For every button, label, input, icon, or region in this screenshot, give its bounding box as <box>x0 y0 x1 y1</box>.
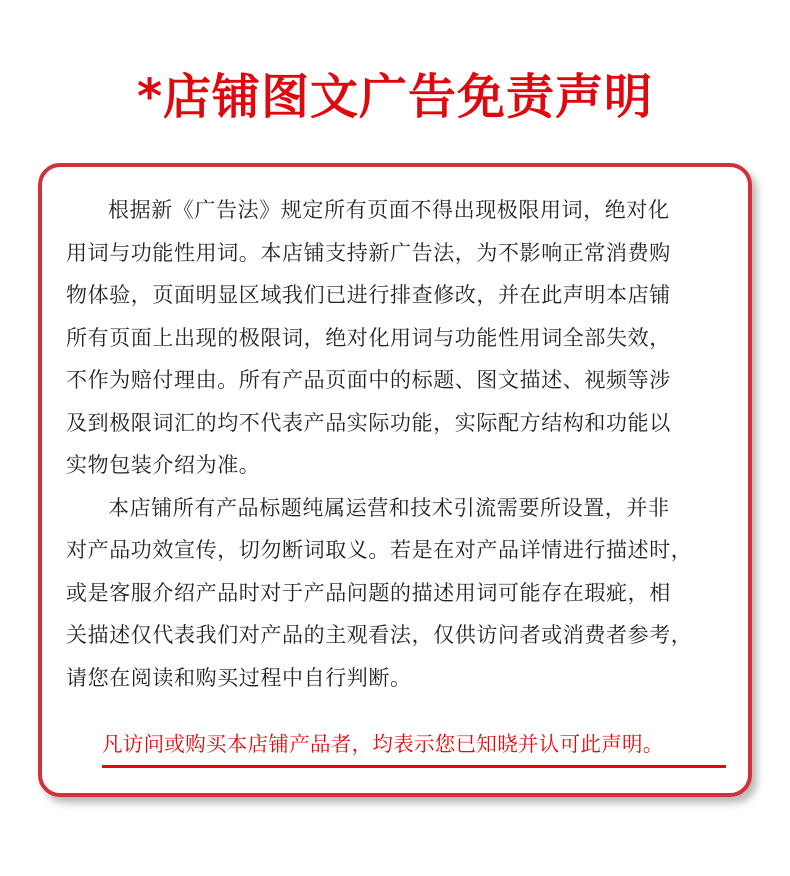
text-line: 关描述仅代表我们对产品的主观看法，仅供访问者或消费者参考， <box>66 623 693 647</box>
text-line: 及到极限词汇的均不代表产品实际功能，实际配方结构和功能以 <box>66 410 671 435</box>
paragraph-1 <box>66 189 732 487</box>
text-line: 物体验，页面明显区域我们已进行排查修改，并在此声明本店铺 <box>66 283 671 307</box>
text-line: 本店铺所有产品标题纯属运营和技术引流需要所设置，并非 <box>108 495 670 520</box>
text-line: 或是客服介绍产品时对于产品问题的描述用词可能存在瑕疵，相 <box>66 580 671 605</box>
text-line: 对产品功效宣传，切勿断词取义。若是在对产品详情进行描述时， <box>66 538 693 562</box>
notice-underline <box>102 765 726 768</box>
text-line: 用词与功能性用词。本店铺支持新广告法，为不影响正常消费购 <box>66 240 671 265</box>
disclaimer-box <box>38 163 752 797</box>
text-line: 不作为赔付理由。所有产品页面中的标题、图文描述、视频等涉 <box>66 368 671 392</box>
text-line: 根据新《广告法》规定所有页面不得出现极限用词，绝对化 <box>108 198 670 222</box>
disclaimer-body <box>66 189 732 699</box>
paragraph-2 <box>66 487 732 700</box>
text-line: 实物包装介绍为准。 <box>66 453 261 477</box>
text-line: 请您在阅读和购买过程中自行判断。 <box>66 665 412 690</box>
text-line: 所有页面上出现的极限词，绝对化用词与功能性用词全部失效， <box>66 325 671 350</box>
acceptance-notice: 凡访问或购买本店铺产品者，均表示您已知晓并认可此声明。 <box>102 732 664 756</box>
page-title: *店铺图文广告免责声明 <box>136 69 654 125</box>
